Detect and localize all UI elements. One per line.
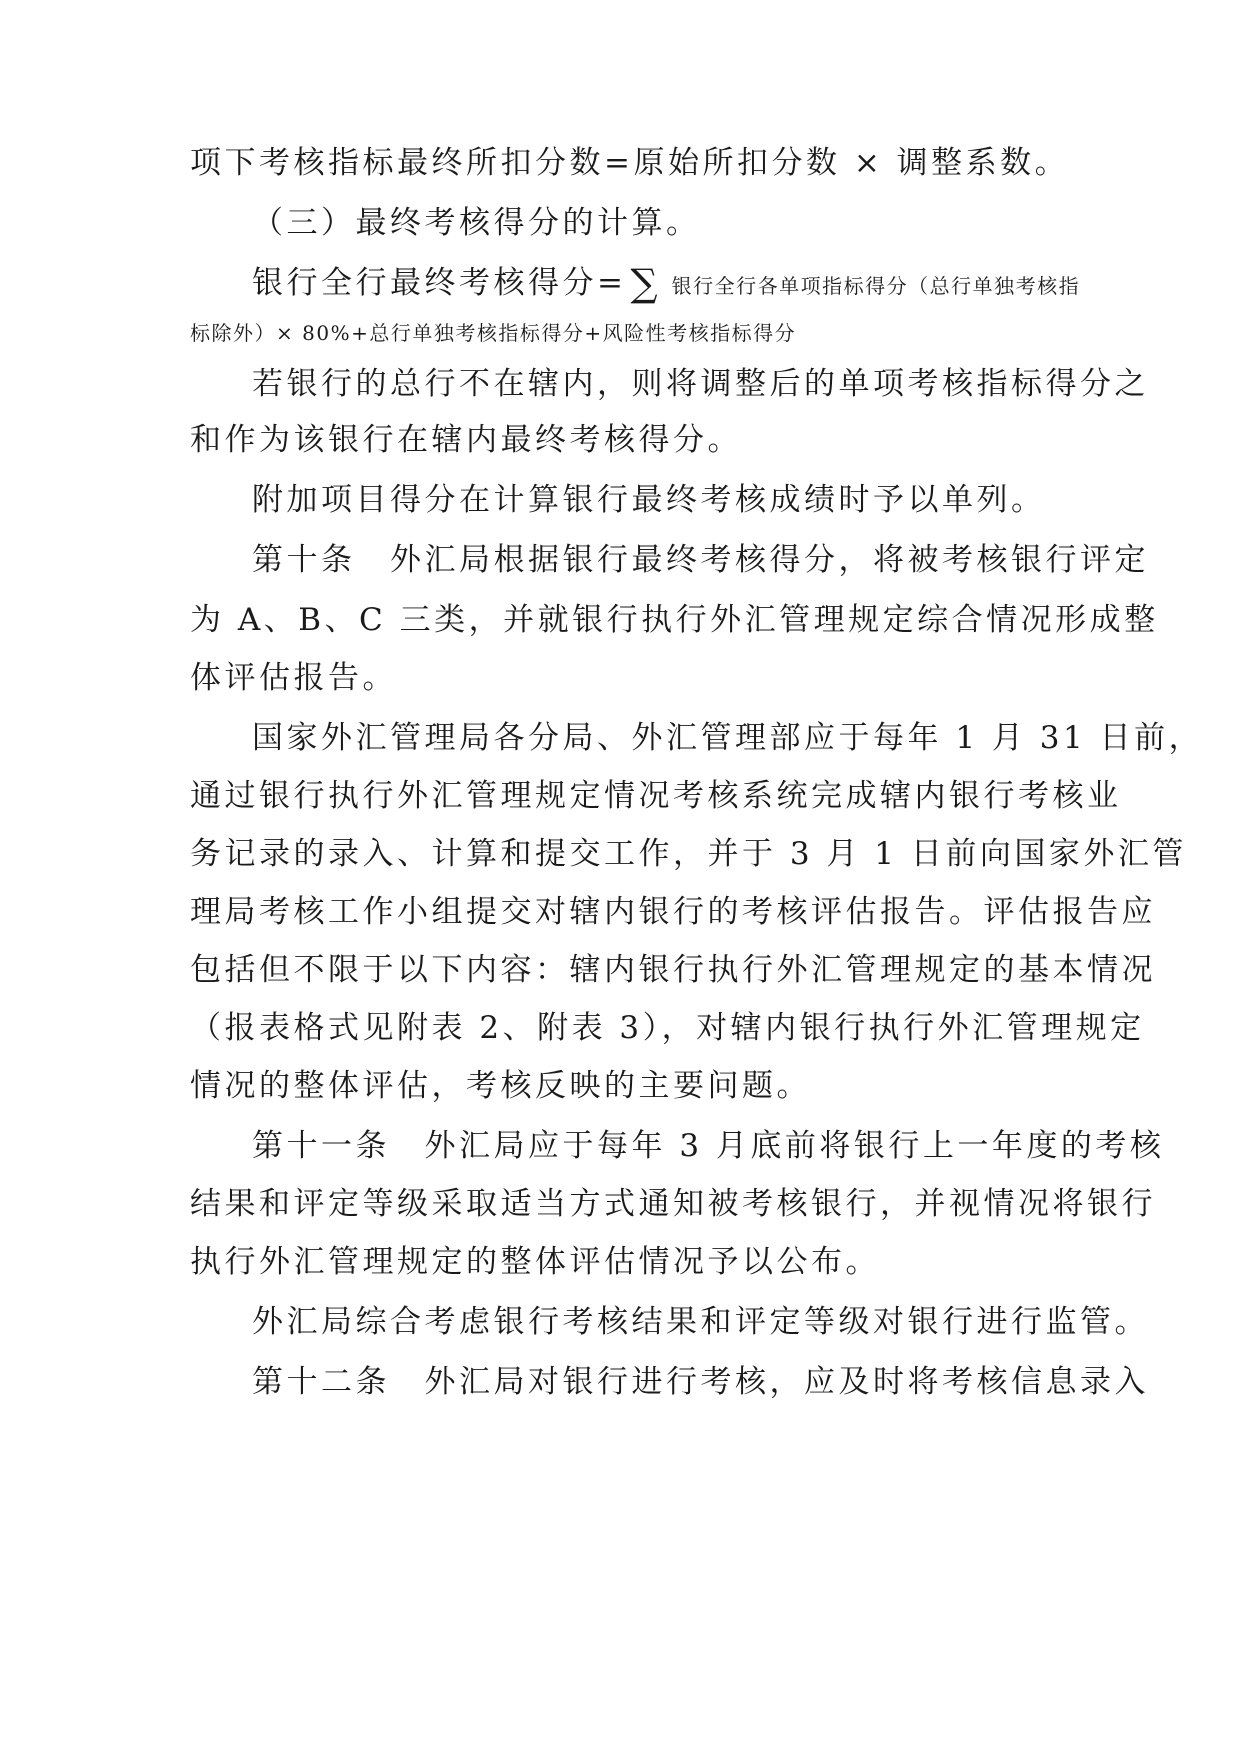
paragraph-line: 为 A、B、C 三类，并就银行执行外汇管理规定综合情况形成整 <box>190 602 1159 638</box>
paragraph-line: 项下考核指标最终所扣分数=原始所扣分数 × 调整系数。 <box>190 145 1070 181</box>
paragraph-line: 和作为该银行在辖内最终考核得分。 <box>190 422 742 458</box>
formula-rhs-line2: 标除外）× 80%+总行单独考核指标得分+风险性考核指标得分 <box>190 321 797 345</box>
paragraph-line: 体评估报告。 <box>190 660 397 696</box>
paragraph-line: （报表格式见附表 2、附表 3），对辖内银行执行外汇管理规定 <box>190 1010 1145 1046</box>
paragraph-line: 外汇局综合考虑银行考核结果和评定等级对银行进行监管。 <box>252 1304 1149 1340</box>
paragraph-line: 理局考核工作小组提交对辖内银行的考核评估报告。评估报告应 <box>190 894 1156 930</box>
paragraph-line: 包括但不限于以下内容：辖内银行执行外汇管理规定的基本情况 <box>190 952 1156 988</box>
paragraph-line: 通过银行执行外汇管理规定情况考核系统完成辖内银行考核业 <box>190 778 1122 814</box>
formula-rhs-line1: 银行全行各单项指标得分（总行单独考核指 <box>671 274 1081 298</box>
paragraph-line: 国家外汇管理局各分局、外汇管理部应于每年 1 月 31 日前， <box>252 720 1204 756</box>
paragraph-line: 若银行的总行不在辖内，则将调整后的单项考核指标得分之 <box>252 366 1149 402</box>
article-11-line: 第十一条 外汇局应于每年 3 月底前将银行上一年度的考核 <box>252 1128 1165 1164</box>
section-heading: （三）最终考核得分的计算。 <box>252 205 701 241</box>
paragraph-line: 情况的整体评估，考核反映的主要问题。 <box>190 1068 811 1104</box>
paragraph-line: 务记录的录入、计算和提交工作，并于 3 月 1 日前向国家外汇管 <box>190 836 1187 872</box>
paragraph-line: 附加项目得分在计算银行最终考核成绩时予以单列。 <box>252 482 1046 518</box>
paragraph-line: 结果和评定等级采取适当方式通知被考核银行，并视情况将银行 <box>190 1186 1156 1222</box>
formula-lhs: 银行全行最终考核得分= <box>252 265 627 301</box>
article-12-line: 第十二条 外汇局对银行进行考核，应及时将考核信息录入 <box>252 1364 1149 1400</box>
sigma-symbol: ∑ <box>630 261 658 305</box>
formula-line <box>252 261 1080 305</box>
article-10-line: 第十条 外汇局根据银行最终考核得分，将被考核银行评定 <box>252 542 1149 578</box>
paragraph-line: 执行外汇管理规定的整体评估情况予以公布。 <box>190 1244 880 1280</box>
